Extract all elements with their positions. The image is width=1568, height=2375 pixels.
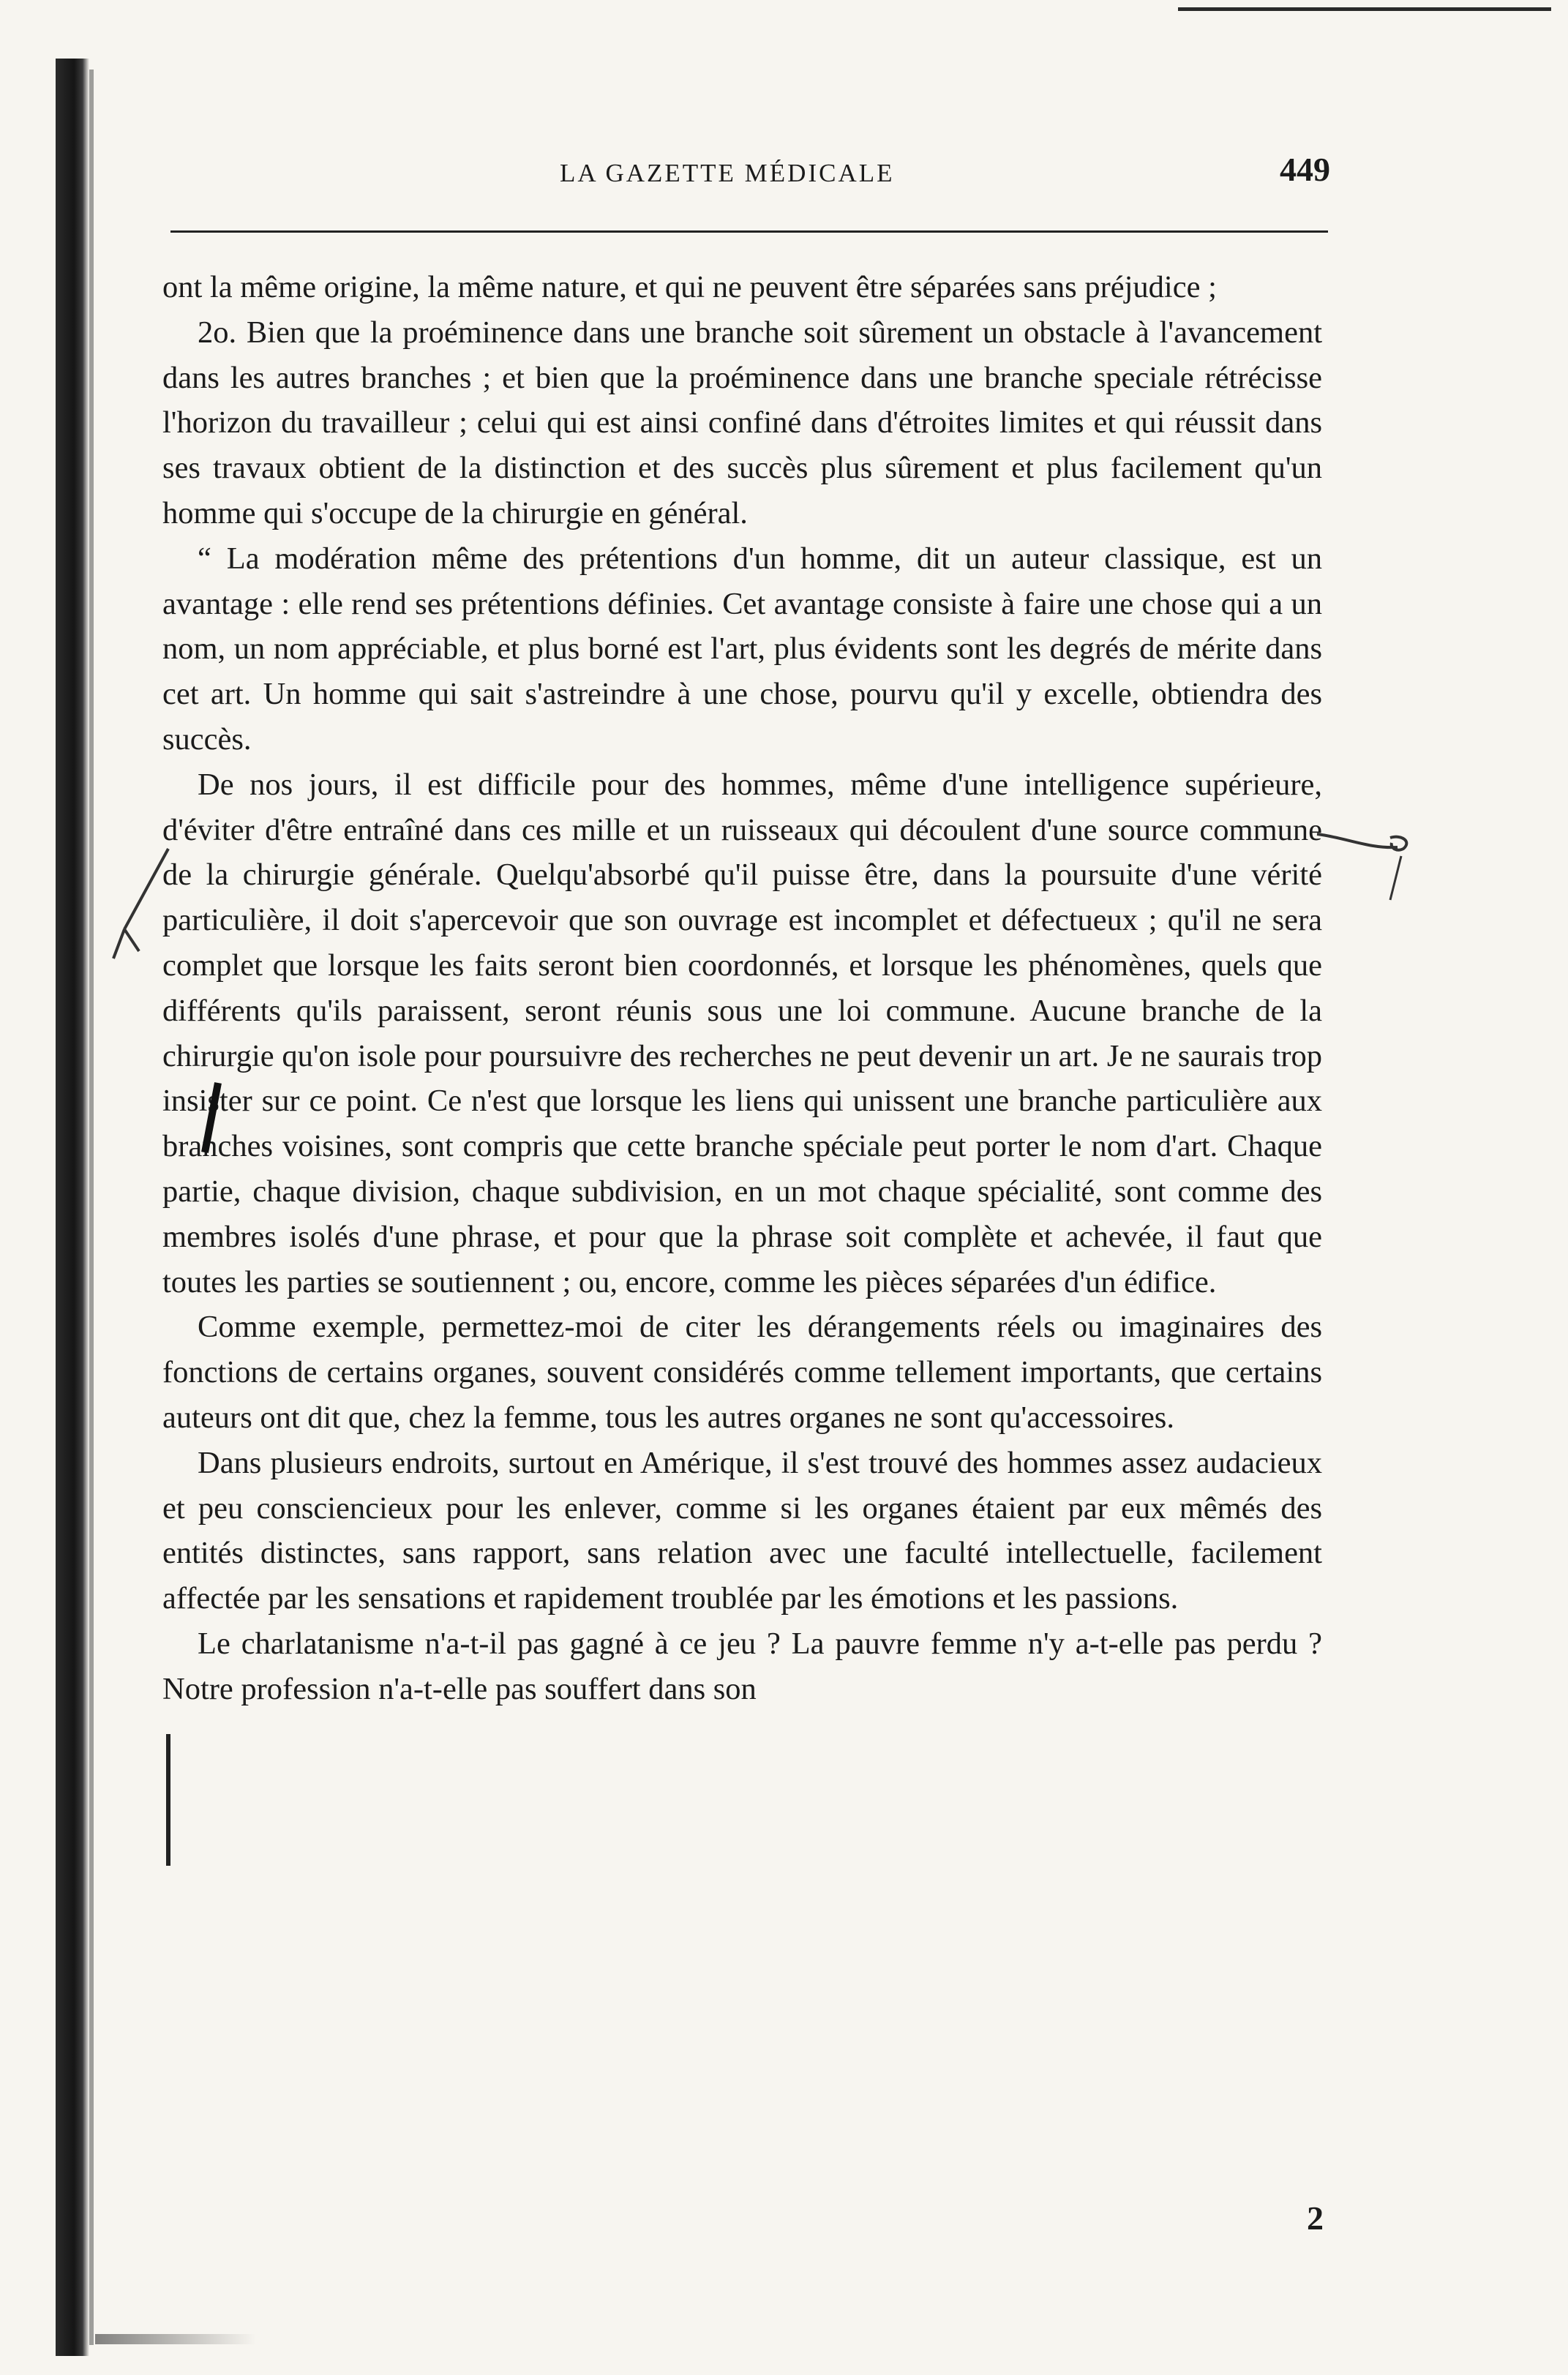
- paragraph-7: Le charlatanisme n'a-t-il pas gagné à ce jeu ? La pauvre femme n'y a-t-elle pas perdu ? Notre profession n'a-t-elle pas souffert dans son: [162, 1626, 1322, 1706]
- margin-caret-right-icon: [1310, 805, 1419, 915]
- ink-blot-icon: [189, 1079, 233, 1160]
- paragraph-2: 2o. Bien que la proéminence dans une branche soit sûrement un obstacle à l'avancement dans les autres branches ; et bien que la proéminence dans une branche speciale rétrécisse l'horizon du travailleur ; celui qui est ainsi confiné dans d'étroites limites et qui réussit dans ses travaux obtient de la distinction et des succès plus sûrement et plus facilement qu'un homme qui s'occupe de la chirurgie en général.: [162, 315, 1322, 530]
- paragraph-5: Comme exemple, permettez-moi de citer les dérangements réels ou imaginaires des fonctions de certains organes, souvent considérés comme tellement importants, que certains auteurs ont dit que, chez la femme, tous les autres organes ne sont qu'accessoires.: [162, 1310, 1322, 1435]
- margin-caret-left-icon: [110, 841, 176, 973]
- running-title: LA GAZETTE MÉDICALE: [560, 159, 895, 187]
- paragraph-3: “ La modération même des prétentions d'un homme, dit un auteur classique, est un avantage : elle rend ses prétentions définies. Cet avantage consiste à faire une chose qui a un nom, un nom appréciable, et plus borné est l'art, plus évidents sont les degrés de mérite dans cet art. Un homme qui sait s'astreindre à une chose, pourvu qu'il y excelle, obtiendra des succès.: [162, 541, 1322, 757]
- header-rule: [170, 230, 1328, 233]
- paragraph-4: De nos jours, il est difficile pour des hommes, même d'une intelligence supérieure, d'éviter d'être entraîné dans ces mille et un ruisseaux qui découlent d'une source commune de la chirurgie générale. Quelqu'absorbé qu'il puisse être, dans la poursuite d'une vérité particulière, il doit s'apercevoir que son ouvrage est incomplet et défectueux ; qu'il ne sera complet que lorsque les faits seront bien coordonnés, et lorsque les phénomènes, quels que différents qu'ils paraissent, seront réunis sous une loi commune. Aucune branche de la chirurgie qu'on isole pour poursuivre des recherches ne peut devenir un art. Je ne saurais trop insister sur ce point. Ce n'est que lorsque les liens qui unissent une branche particulière aux branches voisines, sont compris que cette branche spéciale peut porter le nom d'art. Chaque partie, chaque division, chaque subdivision, en un mot chaque spécialité, sont comme des membres isolés d'une phrase, et pour que la phrase soit complète et achevée, il faut que toutes les parties se soutiennent ; ou, encore, comme les pièces séparées d'un édifice.: [162, 767, 1322, 1299]
- paragraph-6: Dans plusieurs endroits, surtout en Amérique, il s'est trouvé des hommes assez audacieux et peu consciencieux pour les enlever, comme si les organes étaient par eux mêmés des entités distinctes, sans rapport, sans relation avec une faculté intellectuelle, facilement affectée par les sensations et rapidement troublée par les émotions et les passions.: [162, 1445, 1322, 1616]
- margin-bracket-left-icon: [146, 1727, 190, 1873]
- paragraph-1: ont la même origine, la même nature, et qui ne peuvent être séparées sans préjudice ;: [162, 270, 1217, 304]
- binding-shadow-line: [89, 70, 94, 2345]
- page-number: 449: [1280, 151, 1330, 188]
- signature-mark: 2: [1307, 2199, 1324, 2237]
- body-text: [162, 265, 1322, 1712]
- top-edge-rule: [1178, 7, 1551, 11]
- running-header: [168, 150, 1332, 201]
- binding-shadow: [56, 59, 89, 2356]
- bottom-smudge: [95, 2334, 256, 2344]
